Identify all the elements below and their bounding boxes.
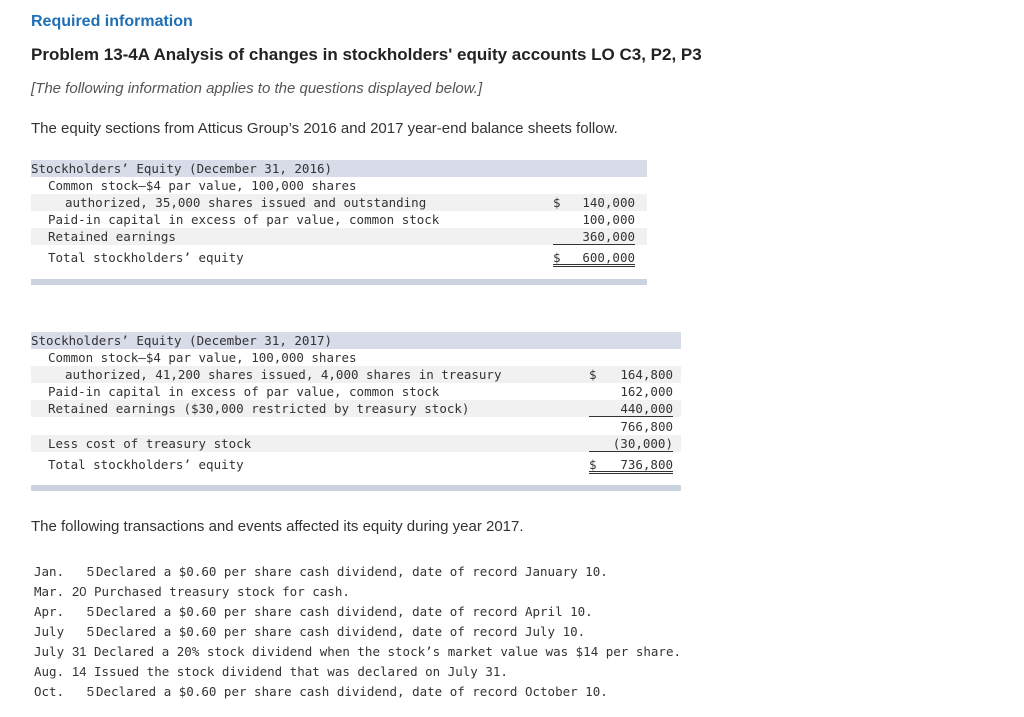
description: Declared a $0.60 per share cash dividend, date of record April 10. xyxy=(96,604,593,619)
day: 5 xyxy=(86,624,94,639)
list-item xyxy=(34,662,681,682)
table-row xyxy=(31,435,681,452)
table-row xyxy=(31,228,647,245)
table-row xyxy=(31,249,647,266)
table-footer-bar xyxy=(31,279,647,285)
day: 5 xyxy=(86,684,94,699)
problem-title: Problem 13-4A Analysis of changes in stockholders' equity accounts LO C3, P2, P3 xyxy=(31,45,702,64)
required-information-heading: Required information xyxy=(31,13,193,30)
day: 14 xyxy=(72,664,87,679)
day: 20 xyxy=(72,584,87,599)
table-title: Stockholders’ Equity (December 31, 2016) xyxy=(31,160,647,177)
row-label: Retained earnings ($30,000 restricted by treasury stock) xyxy=(48,401,470,416)
amount: 100,000 xyxy=(582,212,635,227)
table-row xyxy=(31,366,681,383)
row-label: Common stock—$4 par value, 100,000 shares xyxy=(48,178,357,193)
description: Declared a 20% stock dividend when the stock’s market value was $14 per share. xyxy=(94,644,681,659)
description: Declared a $0.60 per share cash dividend, date of record July 10. xyxy=(96,624,586,639)
amount: (30,000) xyxy=(589,435,673,452)
table-row xyxy=(31,418,681,435)
table-footer-bar xyxy=(31,485,681,491)
row-label: authorized, 35,000 shares issued and outstanding xyxy=(65,195,427,210)
equity-table-2016 xyxy=(31,160,647,286)
currency-sign: $ xyxy=(553,195,561,210)
currency-sign: $ xyxy=(589,367,597,382)
day: 5 xyxy=(86,604,94,619)
currency-sign: $ xyxy=(553,250,561,265)
row-label: Less cost of treasury stock xyxy=(48,436,252,451)
list-item xyxy=(34,602,681,622)
amount: 766,800 xyxy=(620,419,673,434)
row-label: Retained earnings xyxy=(48,229,176,244)
month: Oct. xyxy=(34,684,65,699)
amount: 600,000 xyxy=(553,249,635,267)
table-row xyxy=(31,456,681,473)
month: July xyxy=(34,624,65,639)
table-row xyxy=(31,349,681,366)
currency-sign: $ xyxy=(589,457,597,472)
description: Issued the stock dividend that was declared on July 31. xyxy=(94,664,508,679)
amount: 736,800 xyxy=(589,456,673,474)
list-item xyxy=(34,642,681,662)
transactions-intro: The following transactions and events affected its equity during year 2017. xyxy=(31,518,524,535)
description: Purchased treasury stock for cash. xyxy=(94,584,350,599)
row-label: authorized, 41,200 shares issued, 4,000 shares in treasury xyxy=(65,367,502,382)
table-row xyxy=(31,383,681,400)
day: 31 xyxy=(72,644,87,659)
context-note: [The following information applies to the questions displayed below.] xyxy=(31,80,483,97)
table-row xyxy=(31,400,681,417)
month: Aug. xyxy=(34,664,65,679)
month: Apr. xyxy=(34,604,65,619)
day: 5 xyxy=(86,564,94,579)
list-item xyxy=(34,562,681,582)
table-row xyxy=(31,177,647,194)
amount: 162,000 xyxy=(620,384,673,399)
table-row xyxy=(31,194,647,211)
month: July xyxy=(34,644,65,659)
description: Declared a $0.60 per share cash dividend, date of record January 10. xyxy=(96,564,608,579)
description: Declared a $0.60 per share cash dividend, date of record October 10. xyxy=(96,684,608,699)
amount: 360,000 xyxy=(553,228,635,245)
list-item xyxy=(34,682,681,702)
transactions-list xyxy=(34,562,681,702)
equity-table-2017 xyxy=(31,332,681,492)
list-item xyxy=(34,622,681,642)
row-label: Total stockholders’ equity xyxy=(48,250,244,265)
intro-text: The equity sections from Atticus Group’s 2016 and 2017 year-end balance sheets follow. xyxy=(31,120,618,137)
row-label: Common stock—$4 par value, 100,000 shares xyxy=(48,350,357,365)
row-label: Paid-in capital in excess of par value, common stock xyxy=(48,384,440,399)
month: Jan. xyxy=(34,564,65,579)
row-label: Paid-in capital in excess of par value, common stock xyxy=(48,212,440,227)
row-label: Total stockholders’ equity xyxy=(48,457,244,472)
amount: 440,000 xyxy=(589,400,673,417)
amount: 164,800 xyxy=(620,367,673,382)
list-item xyxy=(34,582,681,602)
table-row xyxy=(31,211,647,228)
table-title: Stockholders’ Equity (December 31, 2017) xyxy=(31,332,681,349)
amount: 140,000 xyxy=(582,195,635,210)
month: Mar. xyxy=(34,584,65,599)
